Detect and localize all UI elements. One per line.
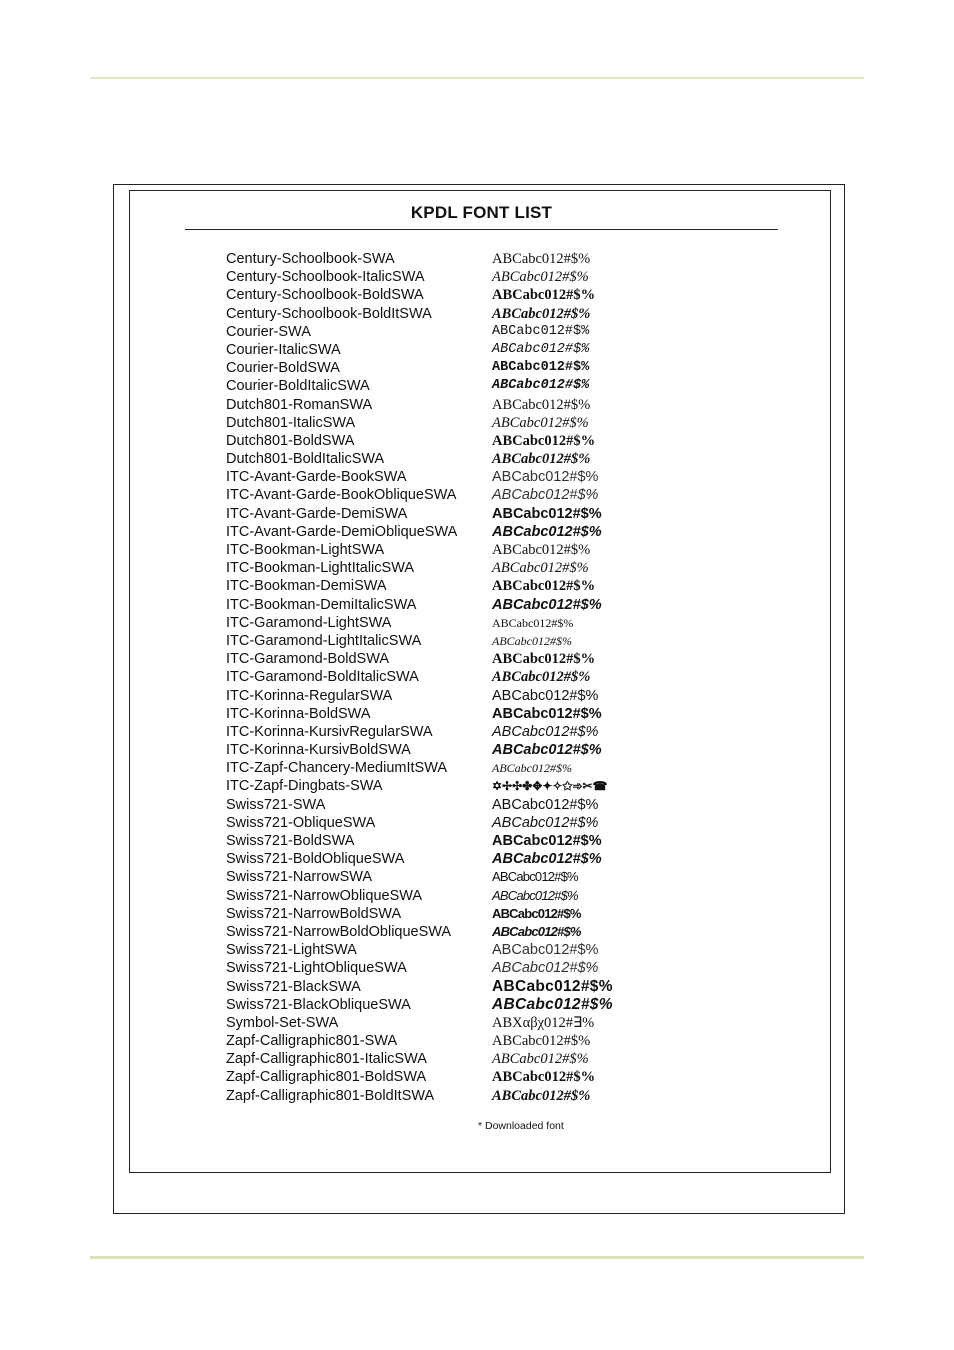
font-name: ITC-Bookman-LightItalicSWA	[226, 560, 415, 577]
font-sample: ABCabc012#$%	[492, 451, 591, 468]
font-sample: ABCabc012#$%	[492, 469, 599, 486]
font-sample: ABCabc012#$%	[492, 705, 602, 722]
font-sample: ABCabc012#$%	[492, 814, 599, 831]
font-sample: ABCabc012#$%	[492, 542, 591, 558]
font-sample: ΑΒΧαβχ012#∃%	[492, 1014, 595, 1031]
font-sample: ABCabc012#$%	[492, 669, 591, 686]
font-name: Dutch801-ItalicSWA	[226, 414, 356, 431]
list-item	[0, 1014, 954, 1032]
page-title: KPDL FONT LIST	[410, 203, 553, 222]
font-sample: ABCabc012#$%	[492, 651, 596, 668]
font-sample: ABCabc012#$%	[492, 432, 596, 449]
font-name: Swiss721-ObliqueSWA	[226, 814, 376, 831]
list-item	[0, 668, 954, 686]
font-sample: ABCabc012#$%	[492, 796, 599, 813]
font-sample: ✡✢✣✤✥✦✧✩➾✂☎	[492, 779, 608, 794]
list-item	[0, 359, 954, 377]
font-name: Courier-SWA	[226, 323, 311, 340]
font-sample: ABCabc012#$%	[492, 742, 602, 759]
list-item	[0, 650, 954, 668]
font-sample: ABCabc012#$%	[492, 833, 602, 849]
font-name: Dutch801-BoldSWA	[226, 432, 355, 449]
font-name: Dutch801-BoldItalicSWA	[226, 451, 385, 468]
font-sample: ABCabc012#$%	[492, 487, 599, 504]
list-item	[0, 523, 954, 541]
list-item	[0, 505, 954, 523]
font-sample: ABCabc012#$%	[492, 523, 602, 540]
font-name: Dutch801-RomanSWA	[226, 396, 373, 413]
list-item	[0, 959, 954, 977]
font-list	[0, 250, 954, 1105]
font-name: ITC-Avant-Garde-DemiSWA	[226, 505, 408, 522]
list-item	[0, 887, 954, 905]
font-name: ITC-Zapf-Chancery-MediumItSWA	[226, 760, 448, 777]
font-name: ITC-Avant-Garde-DemiObliqueSWA	[226, 523, 458, 540]
font-name: Century-Schoolbook-SWA	[226, 251, 395, 267]
font-sample: ABCabc012#$%	[492, 414, 589, 431]
list-item	[0, 1068, 954, 1086]
font-name: ITC-Korinna-RegularSWA	[226, 687, 393, 704]
list-item	[0, 978, 954, 996]
list-item	[0, 759, 954, 777]
font-name: ITC-Garamond-BoldItalicSWA	[226, 669, 419, 686]
font-name: ITC-Avant-Garde-BookObliqueSWA	[226, 487, 457, 504]
title-underline	[185, 229, 778, 230]
font-name: Century-Schoolbook-ItalicSWA	[226, 269, 425, 286]
font-name: Courier-BoldItalicSWA	[226, 378, 370, 395]
list-item	[0, 796, 954, 814]
list-item	[0, 486, 954, 504]
font-name: Swiss721-LightSWA	[226, 942, 357, 959]
list-item	[0, 577, 954, 595]
font-name: ITC-Bookman-DemiItalicSWA	[226, 596, 417, 613]
font-sample: ABCabc012#$%	[492, 269, 589, 286]
font-sample: ABCabc012#$%	[492, 1033, 591, 1050]
font-name: Swiss721-SWA	[226, 796, 326, 813]
list-item	[0, 377, 954, 395]
font-name: ITC-Bookman-LightSWA	[226, 542, 385, 558]
list-item	[0, 850, 954, 868]
font-sample: ABCabc012#$%	[492, 396, 591, 413]
list-item	[0, 814, 954, 832]
font-sample: ABCabc012#$%	[492, 960, 599, 977]
font-sample: ABCabc012#$%	[492, 360, 590, 376]
font-name: Swiss721-BoldSWA	[226, 833, 355, 849]
font-sample: ABCabc012#$%	[492, 1087, 591, 1104]
font-name: Swiss721-NarrowBoldObliqueSWA	[226, 923, 452, 940]
font-name: Swiss721-BlackSWA	[226, 978, 361, 995]
font-sample: ABCabc012#$%	[492, 761, 572, 776]
font-sample: ABCabc012#$%	[492, 851, 602, 868]
font-name: Zapf-Calligraphic801-BoldItSWA	[226, 1087, 435, 1104]
list-item	[0, 941, 954, 959]
font-sample: ABCabc012#$%	[492, 596, 602, 613]
font-name: Swiss721-BlackObliqueSWA	[226, 996, 411, 1013]
list-item	[0, 723, 954, 741]
font-sample: ABCabc012#$%	[492, 305, 591, 322]
font-name: ITC-Zapf-Dingbats-SWA	[226, 778, 383, 795]
font-sample: ABCabc012#$%	[492, 1051, 589, 1068]
list-item	[0, 632, 954, 650]
font-name: Zapf-Calligraphic801-SWA	[226, 1033, 398, 1050]
font-sample: ABCabc012#$%	[492, 378, 590, 394]
font-sample: ABCabc012#$%	[492, 995, 613, 1013]
font-name: Swiss721-BoldObliqueSWA	[226, 851, 405, 868]
font-sample: ABCabc012#$%	[492, 942, 599, 959]
font-name: ITC-Bookman-DemiSWA	[226, 578, 387, 595]
list-item	[0, 323, 954, 341]
list-item	[0, 923, 954, 941]
list-item	[0, 432, 954, 450]
font-sample: ABCabc012#$%	[492, 341, 590, 357]
list-item	[0, 450, 954, 468]
font-sample: ABCabc012#$%	[492, 287, 596, 304]
font-sample: ABCabc012#$%	[492, 505, 602, 522]
font-name: Swiss721-LightObliqueSWA	[226, 960, 407, 977]
font-name: Swiss721-NarrowObliqueSWA	[226, 887, 423, 904]
footnote: * Downloaded font	[478, 1120, 564, 1132]
font-name: Century-Schoolbook-BoldItSWA	[226, 305, 432, 322]
list-item	[0, 414, 954, 432]
font-name: Century-Schoolbook-BoldSWA	[226, 287, 424, 304]
font-sample: ABCabc012#$%	[492, 1069, 596, 1086]
font-sample: ABCabc012#$%	[492, 251, 591, 267]
list-item	[0, 741, 954, 759]
list-item	[0, 541, 954, 559]
list-item	[0, 1087, 954, 1105]
list-item	[0, 305, 954, 323]
font-sample: ABCabc012#$%	[492, 633, 572, 648]
font-sample: ABCabc012#$%	[492, 887, 578, 903]
font-name: ITC-Korinna-BoldSWA	[226, 705, 371, 722]
font-name: Symbol-Set-SWA	[226, 1014, 339, 1031]
font-name: Zapf-Calligraphic801-BoldSWA	[226, 1069, 427, 1086]
footer-rule	[90, 1256, 864, 1259]
font-name: Courier-BoldSWA	[226, 360, 340, 377]
list-item	[0, 1032, 954, 1050]
list-item	[0, 341, 954, 359]
font-sample: ABCabc012#$%	[492, 869, 578, 885]
font-name: ITC-Avant-Garde-BookSWA	[226, 469, 407, 486]
font-name: Courier-ItalicSWA	[226, 341, 341, 358]
font-name: Swiss721-NarrowSWA	[226, 869, 373, 886]
list-item	[0, 1050, 954, 1068]
header-rule	[90, 77, 864, 79]
list-item	[0, 596, 954, 614]
list-item	[0, 268, 954, 286]
font-sample: ABCabc012#$%	[492, 560, 589, 577]
font-name: Swiss721-NarrowBoldSWA	[226, 905, 402, 922]
font-sample: ABCabc012#$%	[492, 923, 581, 939]
font-sample: ABCabc012#$%	[492, 905, 581, 921]
font-name: ITC-Korinna-KursivBoldSWA	[226, 742, 411, 759]
list-item	[0, 687, 954, 705]
font-sample: ABCabc012#$%	[492, 687, 599, 704]
list-item	[0, 614, 954, 632]
font-name: ITC-Garamond-LightItalicSWA	[226, 632, 422, 649]
list-item	[0, 905, 954, 923]
font-sample: ABCabc012#$%	[492, 977, 613, 995]
list-item	[0, 250, 954, 268]
list-item	[0, 468, 954, 486]
list-item	[0, 396, 954, 414]
list-item	[0, 996, 954, 1014]
list-item	[0, 286, 954, 304]
list-item	[0, 868, 954, 886]
list-item	[0, 777, 954, 795]
list-item	[0, 559, 954, 577]
font-sample: ABCabc012#$%	[492, 723, 599, 740]
font-name: Zapf-Calligraphic801-ItalicSWA	[226, 1051, 427, 1068]
font-sample: ABCabc012#$%	[492, 615, 574, 630]
list-item	[0, 705, 954, 723]
font-name: ITC-Garamond-LightSWA	[226, 614, 392, 631]
list-item	[0, 832, 954, 850]
font-name: ITC-Garamond-BoldSWA	[226, 651, 390, 668]
font-name: ITC-Korinna-KursivRegularSWA	[226, 723, 433, 740]
font-sample: ABCabc012#$%	[492, 578, 596, 595]
font-sample: ABCabc012#$%	[492, 323, 590, 339]
